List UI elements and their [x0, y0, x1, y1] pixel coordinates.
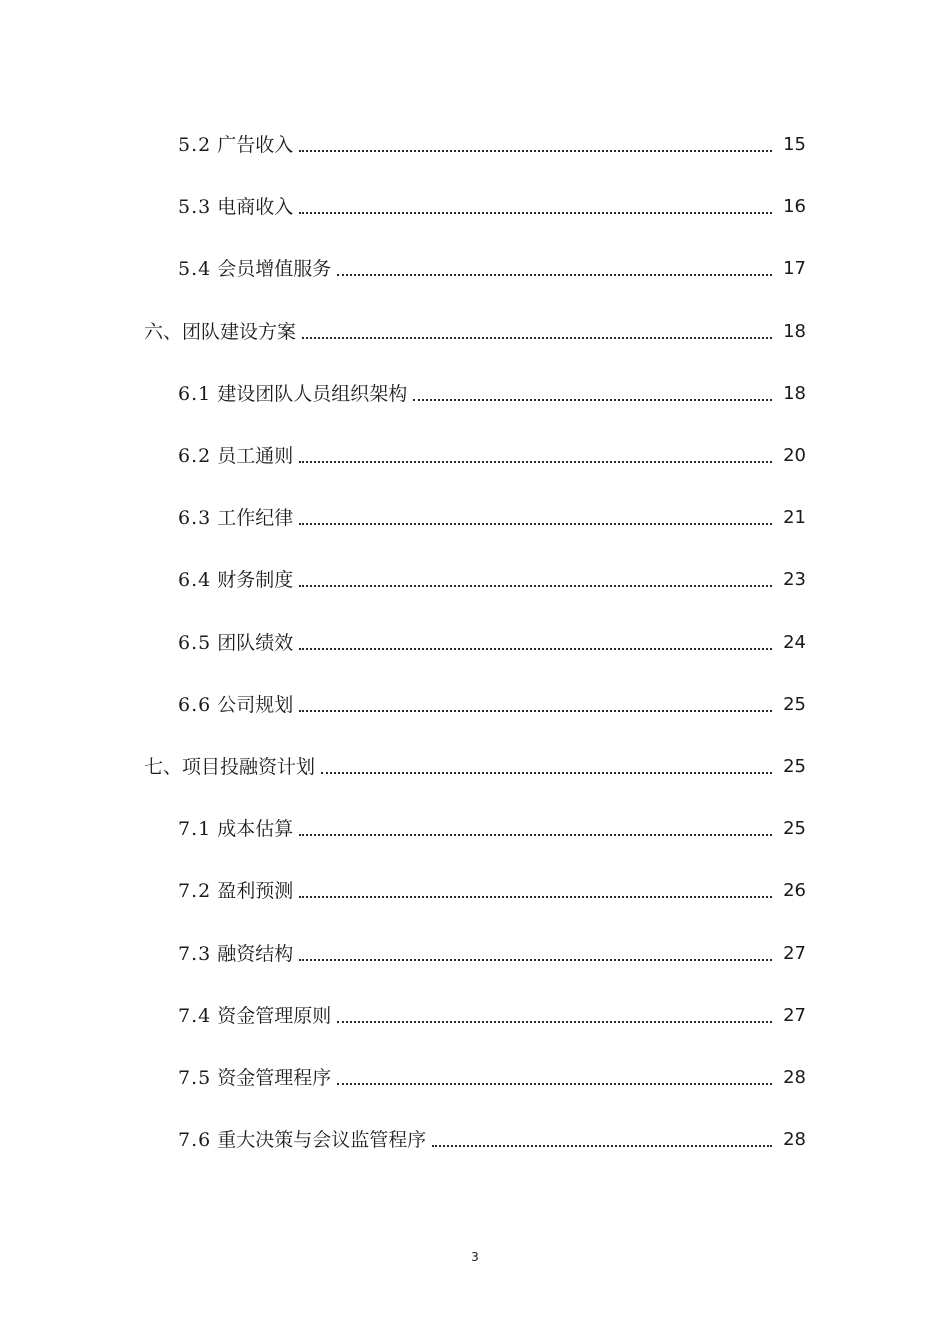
toc-entry-page: 21 — [783, 507, 806, 529]
toc-entry-page: 26 — [783, 880, 806, 902]
toc-entry-page: 25 — [783, 693, 806, 715]
toc-dot-leader — [299, 461, 772, 463]
toc-entry[interactable] — [178, 874, 806, 904]
toc-entry[interactable] — [178, 377, 806, 407]
toc-dot-leader — [413, 399, 772, 401]
toc-entry[interactable] — [178, 252, 806, 282]
toc-entry-page: 17 — [783, 258, 806, 280]
toc-entry-title: 员工通则 — [217, 445, 294, 467]
toc-entry-number: 7.6 — [178, 1129, 212, 1152]
toc-entry-title: 建设团队人员组织架构 — [217, 382, 408, 405]
toc-dot-leader — [337, 274, 772, 276]
toc-entry-page: 18 — [783, 382, 806, 404]
toc-entry-page: 28 — [783, 1067, 806, 1088]
toc-entry-number: 5.3 — [178, 196, 212, 219]
toc-entry-number: 6.4 — [178, 569, 212, 592]
toc-dot-leader — [337, 1083, 772, 1085]
toc-entry[interactable] — [178, 128, 806, 158]
toc-dot-leader — [299, 212, 772, 214]
toc-dot-leader — [299, 523, 772, 525]
toc-dot-leader — [337, 1021, 772, 1023]
toc-dot-leader — [299, 834, 772, 836]
toc-entry-page: 25 — [783, 756, 806, 777]
toc-dot-leader — [299, 648, 772, 650]
toc-entry[interactable] — [178, 937, 806, 967]
toc-dot-leader — [299, 710, 772, 712]
toc-entry[interactable] — [178, 812, 806, 842]
toc-entry[interactable] — [178, 999, 806, 1029]
toc-entry-number: 5.4 — [178, 258, 212, 281]
toc-entry-page: 15 — [783, 134, 806, 155]
toc-entry-page: 27 — [783, 942, 806, 964]
toc-entry-page: 20 — [783, 445, 806, 466]
toc-entry-number: 6.6 — [178, 693, 212, 716]
toc-entry-page: 24 — [783, 631, 806, 653]
toc-entry[interactable] — [144, 315, 806, 345]
toc-entry[interactable] — [178, 688, 806, 718]
toc-entry[interactable] — [178, 439, 806, 469]
toc-dot-leader — [432, 1145, 772, 1147]
toc-dot-leader — [299, 896, 772, 898]
toc-entry-number: 6.3 — [178, 507, 212, 530]
toc-entry-title: 七、项目投融资计划 — [144, 756, 316, 778]
toc-entry[interactable] — [178, 626, 806, 656]
toc-entry-title: 团队绩效 — [217, 631, 294, 654]
toc-dot-leader — [299, 959, 772, 961]
toc-entry-page: 23 — [783, 569, 806, 591]
toc-entry-title: 成本估算 — [217, 818, 294, 841]
toc-entry-page: 16 — [783, 196, 806, 218]
toc-entry-title: 会员增值服务 — [217, 258, 332, 281]
toc-entry-page: 18 — [783, 320, 806, 342]
toc-entry-number: 6.5 — [178, 631, 212, 654]
toc-entry-title: 工作纪律 — [217, 507, 294, 530]
toc-entry[interactable] — [178, 190, 806, 220]
toc-entry[interactable] — [178, 501, 806, 531]
toc-entry[interactable] — [178, 1123, 806, 1153]
toc-entry-title: 六、团队建设方案 — [144, 320, 297, 343]
toc-entry[interactable] — [144, 750, 806, 780]
toc-entry-page: 27 — [783, 1004, 806, 1026]
toc-entry-page: 25 — [783, 818, 806, 840]
toc-entry-title: 资金管理程序 — [217, 1067, 332, 1089]
toc-entry-number: 7.1 — [178, 818, 212, 841]
toc-entry-number: 7.4 — [178, 1004, 212, 1027]
toc-dot-leader — [321, 772, 772, 774]
toc-entry-number: 5.2 — [178, 134, 212, 156]
toc-entry-page: 28 — [783, 1129, 806, 1151]
toc-entry-title: 广告收入 — [217, 134, 294, 156]
toc-entry-title: 电商收入 — [217, 196, 294, 219]
toc-dot-leader — [302, 337, 772, 339]
toc-entry-number: 7.5 — [178, 1067, 212, 1089]
toc-dot-leader — [299, 150, 772, 152]
toc-entry[interactable] — [178, 1061, 806, 1091]
toc-entry-title: 资金管理原则 — [217, 1004, 332, 1027]
toc-entry-title: 公司规划 — [217, 693, 294, 716]
toc-entry-number: 7.2 — [178, 880, 212, 903]
toc-entry-number: 7.3 — [178, 942, 212, 965]
toc-entry-number: 6.2 — [178, 445, 212, 467]
toc-entry-title: 盈利预测 — [217, 880, 294, 903]
toc-entry-title: 融资结构 — [217, 942, 294, 965]
toc-dot-leader — [299, 585, 772, 587]
toc-entry-title: 重大决策与会议监管程序 — [217, 1129, 427, 1152]
page-number: 3 — [471, 1250, 479, 1264]
toc-entry-number: 6.1 — [178, 382, 212, 405]
toc-entry-title: 财务制度 — [217, 569, 294, 592]
toc-entry[interactable] — [178, 563, 806, 593]
